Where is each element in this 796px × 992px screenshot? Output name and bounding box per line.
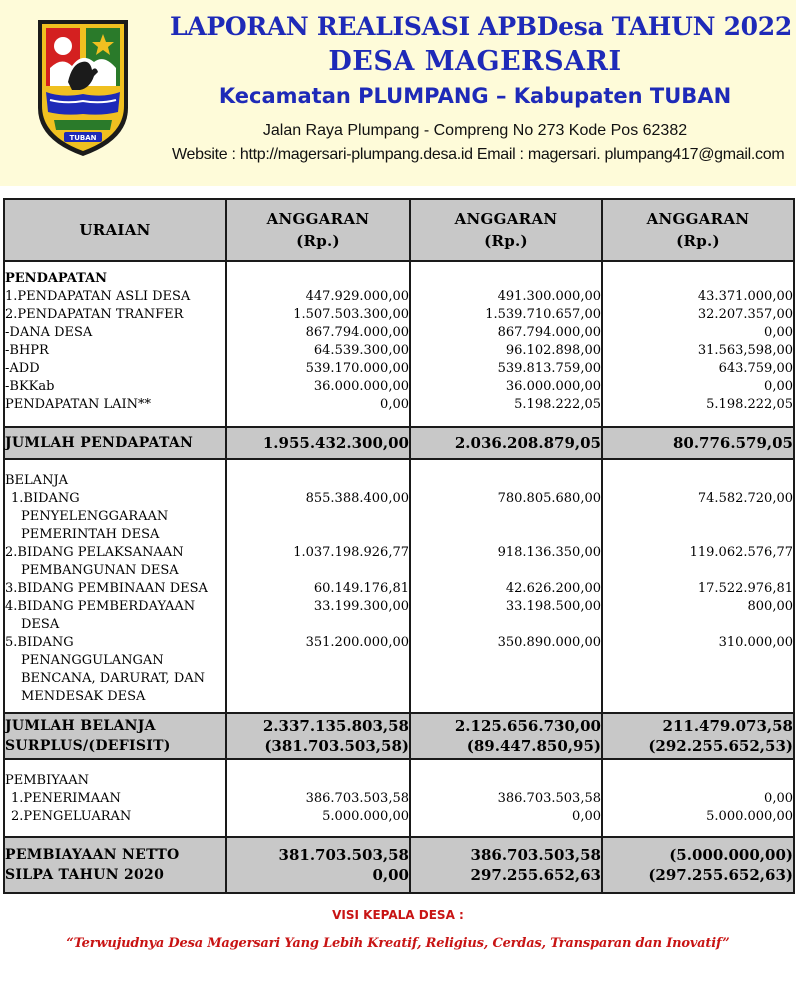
pendapatan-labels: [4, 261, 226, 427]
pendapatan-col1: 447.929.000,00 1.507.503.300,00 867.794.000,00 64.539.300,00 539.170.000,00 36.000.000,00 0,00: [226, 261, 410, 427]
pendapatan-section: [4, 261, 794, 427]
jumlah-belanja-3: 211.479.073,58 (292.255.652,53): [602, 713, 794, 759]
header-anggaran-3: ANGGARAN (Rp.): [602, 199, 794, 261]
row-label: -ADD: [5, 361, 40, 376]
website-email: Website : http://magersari-plumpang.desa.id Email : magersari. plumpang417@gmail.com: [172, 146, 785, 163]
village-name: DESA MAGERSARI: [328, 46, 622, 77]
visi-title: VISI KEPALA DESA :: [332, 908, 464, 922]
netto-silpa-3: (5.000.000,00) (297.255.652,63): [602, 837, 794, 893]
pembiayaan-heading: PEMBIYAAN: [5, 773, 89, 788]
table-header-row: [4, 199, 794, 261]
logo-label: TUBAN: [69, 134, 97, 142]
header-uraian: URAIAN: [4, 199, 226, 261]
pembiayaan-col3: 0,00 5.000.000,00: [602, 759, 794, 837]
budget-realization-table: [3, 198, 795, 894]
belanja-col2: 780.805.680,00 918.136.350,00 42.626.200,00 33.198.500,00 350.890.000,00: [410, 459, 602, 713]
pembiayaan-netto-silpa-row: [4, 837, 794, 893]
header-anggaran-1: ANGGARAN (Rp.): [226, 199, 410, 261]
row-label: -DANA DESA: [5, 325, 93, 340]
netto-silpa-1: 381.703.503,58 0,00: [226, 837, 410, 893]
jumlah-pendapatan-2: 2.036.208.879,05: [410, 427, 602, 459]
visi-statement: “Terwujudnya Desa Magersari Yang Lebih Kreatif, Religius, Cerdas, Transparan dan Inovatif”: [66, 936, 730, 951]
report-title: LAPORAN REALISASI APBDesa TAHUN 2022: [170, 12, 792, 41]
belanja-labels: BELANJA 1.BIDANG PENYELENGGARAAN PEMERINTAH DESA 2.BIDANG PELAKSANAAN PEMBANGUNAN DESA 3.BIDANG PEMBINAAN DESA 4.BIDANG PEMBERDAYAAN DESA 5.BIDANG PENANGGULANGAN BENCANA, DARURAT, DAN MENDESAK DESA: [4, 459, 226, 713]
belanja-col3: 74.582.720,00 119.062.576,77 17.522.976,81 800,00 310.000,00: [602, 459, 794, 713]
pendapatan-col3: 43.371.000,00 32.207.357,00 0,00 31.563,598,00 643.759,00 0,00 5.198.222,05: [602, 261, 794, 427]
netto-silpa-labels: PEMBIAYAAN NETTO SILPA TAHUN 2020: [4, 837, 226, 893]
jumlah-pendapatan-row: [4, 427, 794, 459]
pembiayaan-col1: 386.703.503,58 5.000.000,00: [226, 759, 410, 837]
row-label: PENDAPATAN LAIN**: [5, 397, 152, 412]
jumlah-pendapatan-label: JUMLAH PENDAPATAN: [4, 427, 226, 459]
row-label: 2.PENDAPATAN TRANFER: [5, 307, 184, 322]
jumlah-belanja-surplus-row: [4, 713, 794, 759]
row-label: -BHPR: [5, 343, 49, 358]
tuban-regency-emblem: [32, 16, 134, 158]
belanja-heading: BELANJA: [5, 473, 69, 488]
pembiayaan-col2: 386.703.503,58 0,00: [410, 759, 602, 837]
pendapatan-heading: PENDAPATAN: [5, 271, 108, 286]
jumlah-pendapatan-1: 1.955.432.300,00: [226, 427, 410, 459]
netto-silpa-2: 386.703.503,58 297.255.652,63: [410, 837, 602, 893]
jumlah-belanja-1: 2.337.135.803,58 (381.703.503,58): [226, 713, 410, 759]
pembiayaan-section: [4, 759, 794, 837]
district-regency: Kecamatan PLUMPANG – Kabupaten TUBAN: [218, 84, 732, 108]
belanja-section: [4, 459, 794, 713]
jumlah-pendapatan-3: 80.776.579,05: [602, 427, 794, 459]
jumlah-belanja-labels: JUMLAH BELANJA SURPLUS/(DEFISIT): [4, 713, 226, 759]
pembiayaan-labels: PEMBIYAAN 1.PENERIMAAN 2.PENGELUARAN: [4, 759, 226, 837]
report-header: [0, 0, 796, 186]
jumlah-belanja-2: 2.125.656.730,00 (89.447.850,95): [410, 713, 602, 759]
belanja-col1: 855.388.400,00 1.037.198.926,77 60.149.176,81 33.199.300,00 351.200.000,00: [226, 459, 410, 713]
row-label: -BKKab: [5, 379, 55, 394]
header-anggaran-2: ANGGARAN (Rp.): [410, 199, 602, 261]
pendapatan-col2: 491.300.000,00 1.539.710.657,00 867.794.000,00 96.102.898,00 539.813.759,00 36.000.000,00 5.198.222,05: [410, 261, 602, 427]
office-address: Jalan Raya Plumpang - Compreng No 273 Kode Pos 62382: [262, 122, 688, 139]
row-label: 1.PENDAPATAN ASLI DESA: [5, 289, 191, 304]
